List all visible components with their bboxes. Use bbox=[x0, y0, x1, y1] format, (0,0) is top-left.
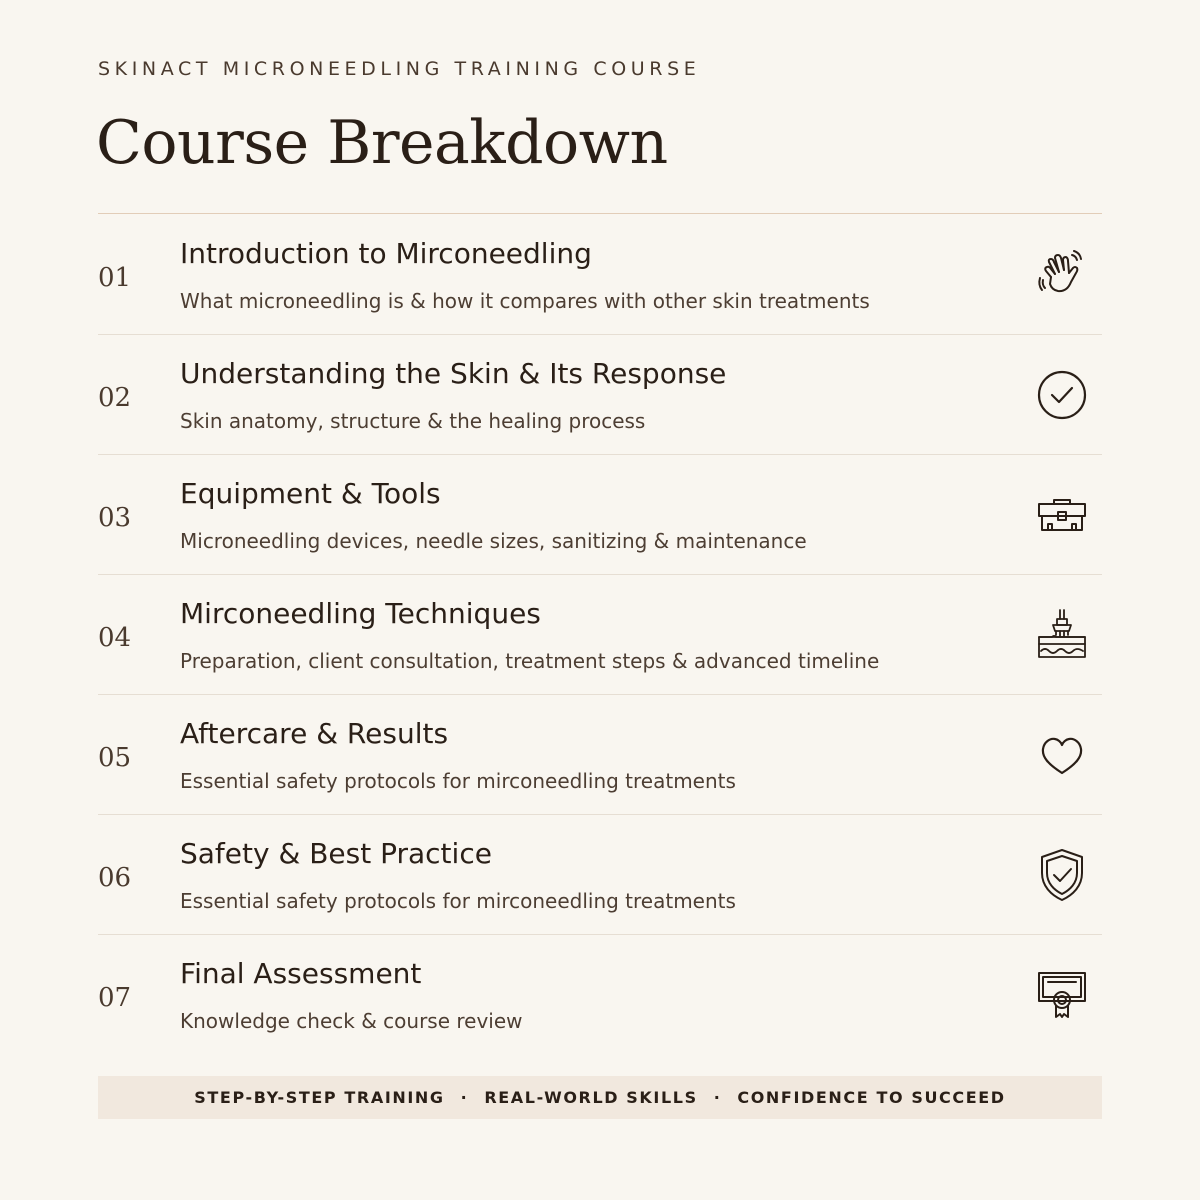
module-number: 01 bbox=[98, 263, 132, 293]
footer-item: CONFIDENCE TO SUCCEED bbox=[737, 1088, 1006, 1107]
module-subtitle: Essential safety protocols for mirconeedling treatments bbox=[180, 889, 736, 913]
module-row bbox=[98, 335, 1102, 455]
module-number: 07 bbox=[98, 983, 132, 1013]
shield-check-icon bbox=[1034, 847, 1090, 903]
module-number: 02 bbox=[98, 383, 132, 413]
module-row bbox=[98, 215, 1102, 335]
module-subtitle: Skin anatomy, structure & the healing process bbox=[180, 409, 646, 433]
module-number: 04 bbox=[98, 623, 132, 653]
module-subtitle: Knowledge check & course review bbox=[180, 1009, 523, 1033]
module-subtitle: What microneedling is & how it compares with other skin treatments bbox=[180, 289, 870, 313]
waving-hand-icon bbox=[1034, 247, 1090, 303]
check-circle-icon bbox=[1034, 367, 1090, 423]
module-row bbox=[98, 815, 1102, 935]
module-number: 05 bbox=[98, 743, 132, 773]
module-subtitle: Microneedling devices, needle sizes, sanitizing & maintenance bbox=[180, 529, 807, 553]
module-subtitle: Preparation, client consultation, treatment steps & advanced timeline bbox=[180, 649, 880, 673]
certificate-icon bbox=[1034, 967, 1090, 1023]
module-title: Mirconeedling Techniques bbox=[180, 597, 541, 630]
module-row bbox=[98, 455, 1102, 575]
page-title: Course Breakdown bbox=[96, 108, 668, 178]
module-title: Aftercare & Results bbox=[180, 717, 449, 750]
module-title: Equipment & Tools bbox=[180, 477, 441, 510]
module-row bbox=[98, 695, 1102, 815]
footer-banner bbox=[98, 1076, 1102, 1119]
module-subtitle: Essential safety protocols for mirconeedling treatments bbox=[180, 769, 736, 793]
microneedling-skin-icon bbox=[1034, 607, 1090, 663]
title-divider bbox=[98, 213, 1102, 214]
module-title: Understanding the Skin & Its Response bbox=[180, 357, 727, 390]
toolbox-icon bbox=[1034, 487, 1090, 543]
heart-icon bbox=[1034, 727, 1090, 783]
module-list bbox=[98, 215, 1102, 1054]
footer-item: STEP-BY-STEP TRAINING bbox=[194, 1088, 445, 1107]
course-eyebrow: SKINACT MICRONEEDLING TRAINING COURSE bbox=[98, 58, 701, 80]
module-row bbox=[98, 935, 1102, 1054]
module-number: 06 bbox=[98, 863, 132, 893]
module-title: Safety & Best Practice bbox=[180, 837, 492, 870]
module-row bbox=[98, 575, 1102, 695]
module-title: Final Assessment bbox=[180, 957, 422, 990]
module-number: 03 bbox=[98, 503, 132, 533]
footer-separator: · bbox=[713, 1088, 722, 1107]
footer-item: REAL-WORLD SKILLS bbox=[484, 1088, 698, 1107]
module-title: Introduction to Mirconeedling bbox=[180, 237, 592, 270]
footer-separator: · bbox=[460, 1088, 469, 1107]
